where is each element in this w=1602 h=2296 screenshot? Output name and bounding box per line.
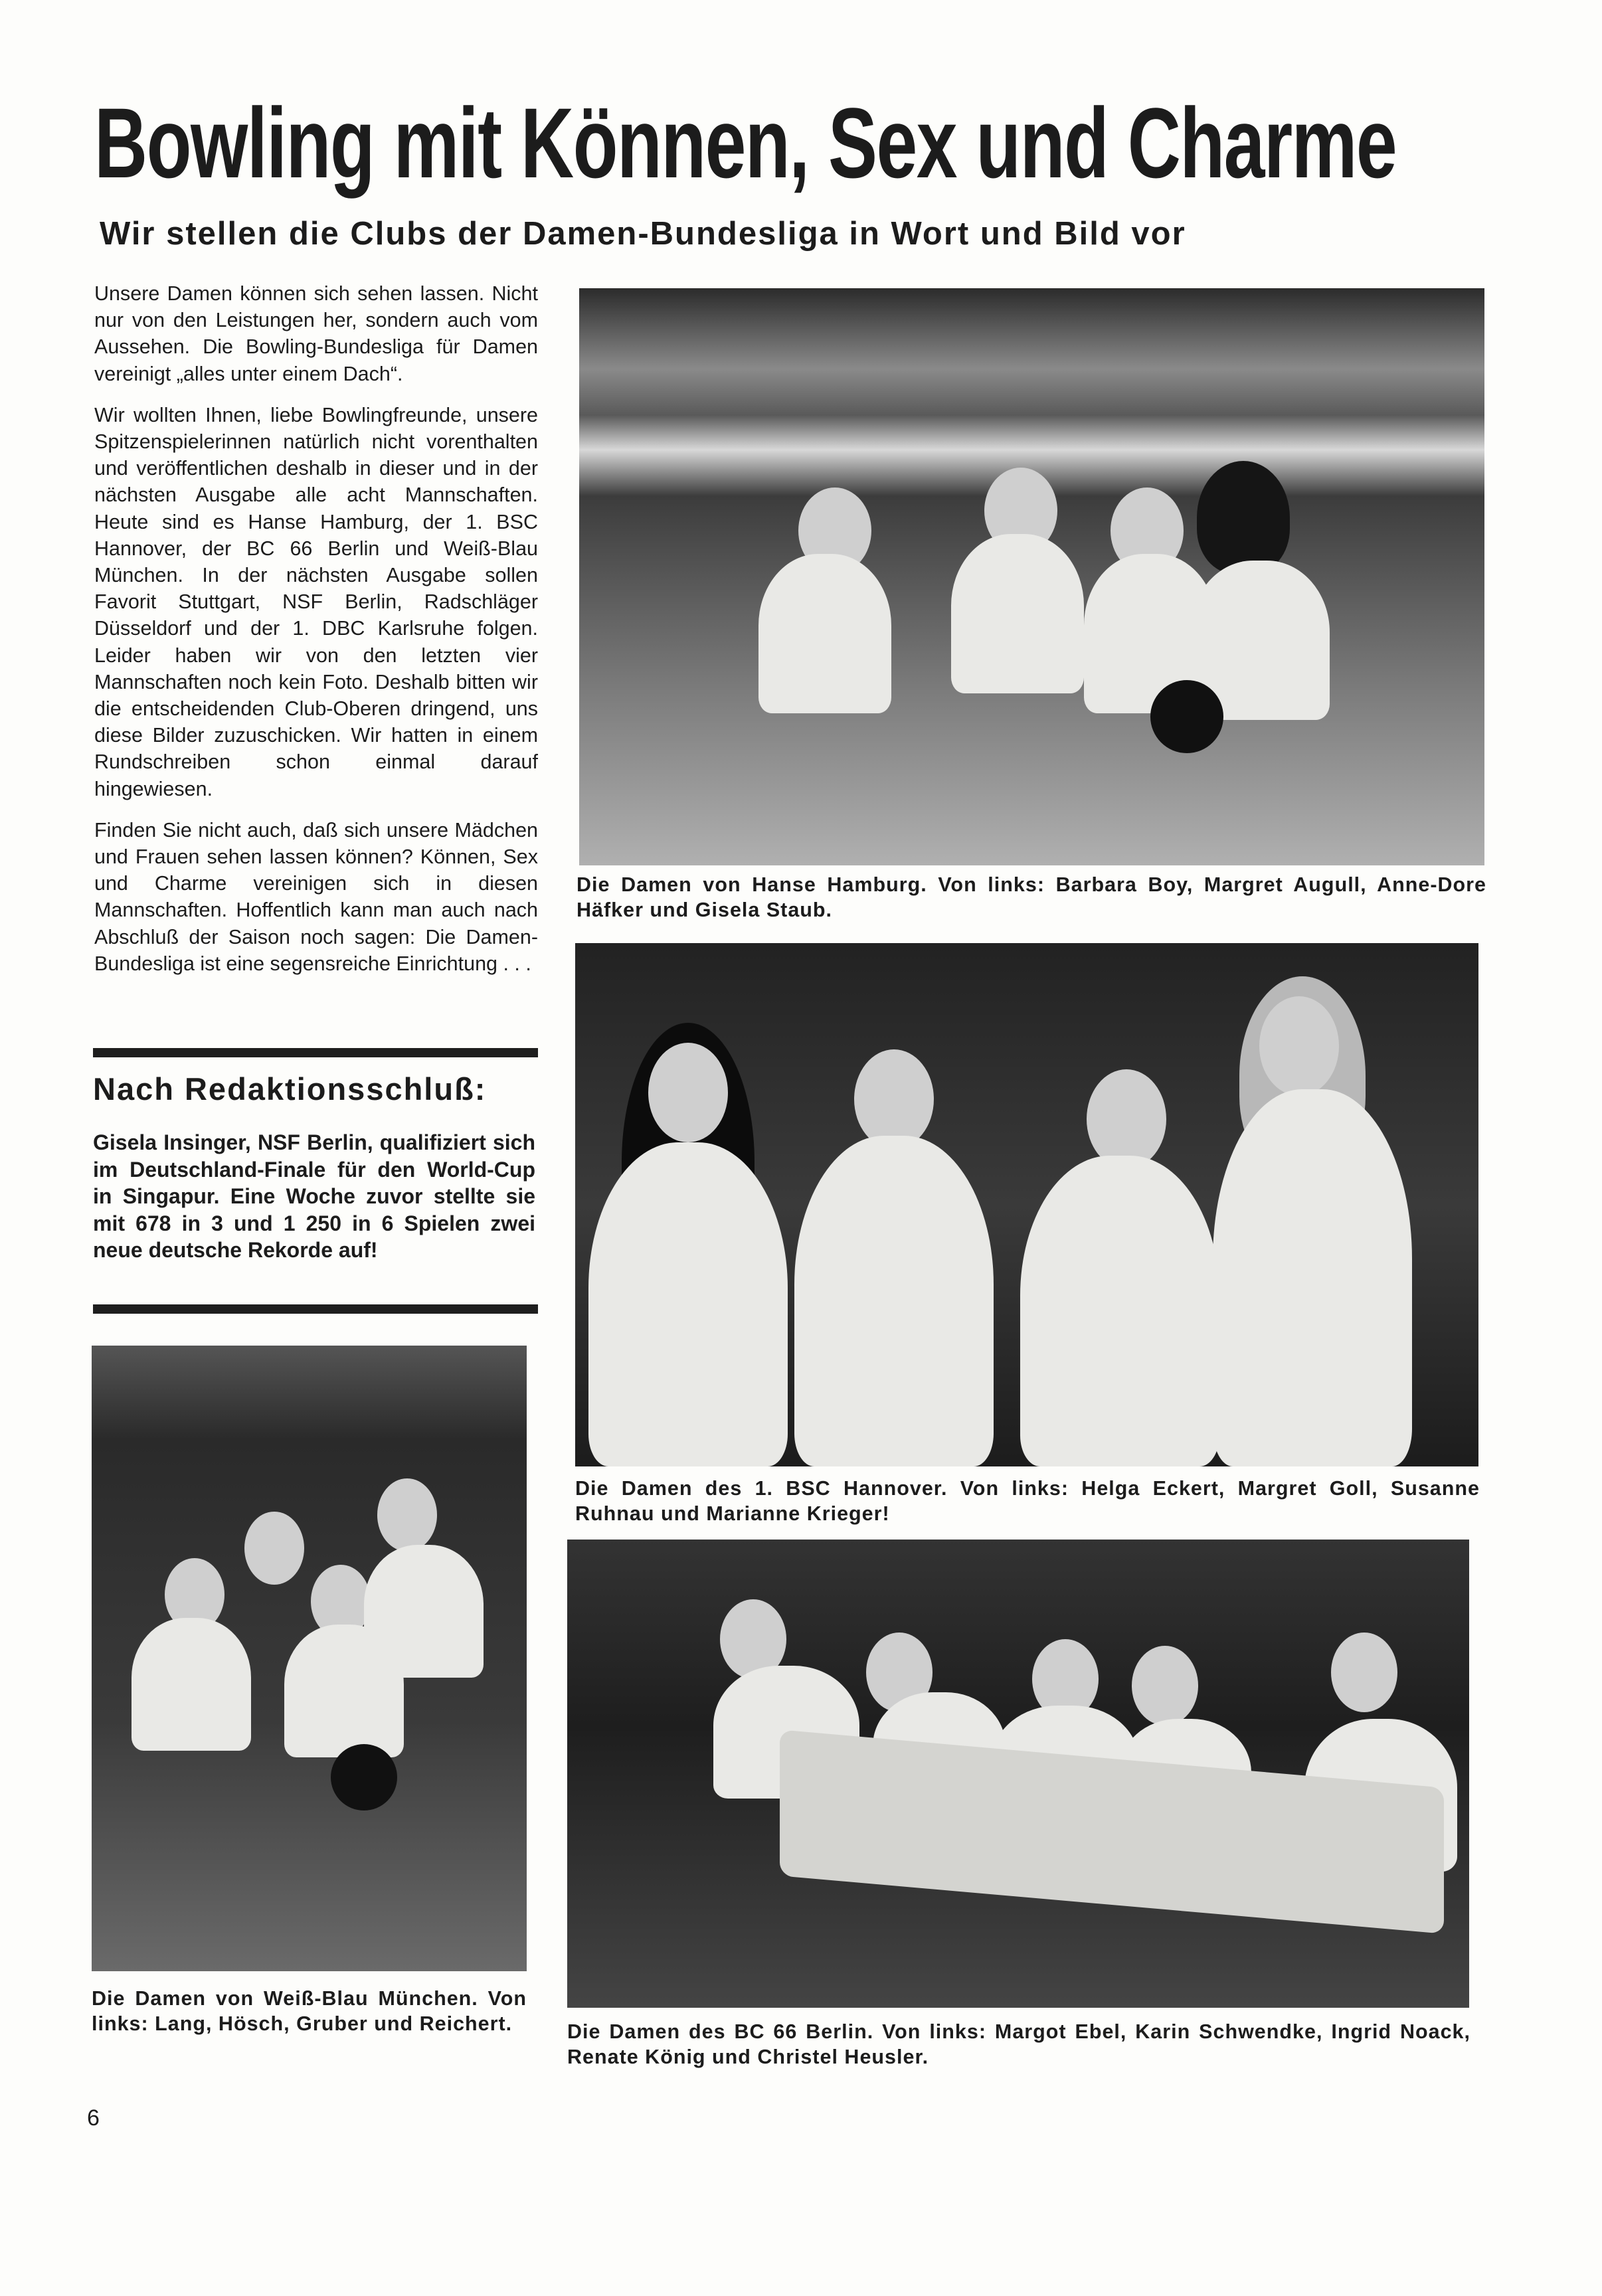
divider	[93, 1304, 538, 1314]
body-paragraph: Finden Sie nicht auch, daß sich unsere Mädchen und Frauen sehen lassen können? Können, Sex und Charme vereinigen sich in diesen Mannschaften. Hoffentlich kann man auch nach Abschluß der Saison noch sagen: Die Damen-Bundesliga ist eine segensreiche Einrichtung . . .	[94, 818, 538, 975]
article-body	[94, 280, 538, 992]
article-subtitle: Wir stellen die Clubs der Damen-Bundesliga in Wort und Bild vor	[100, 216, 1186, 252]
photo-bc-66-berlin	[567, 1540, 1469, 2008]
caption-muenchen: Die Damen von Weiß-Blau München. Von links: Lang, Hösch, Gruber und Reichert.	[92, 1987, 527, 2035]
body-paragraph: Unsere Damen können sich sehen lassen. Nicht nur von den Leistungen her, sondern auch vom Aussehen. Die Bowling-Bundesliga für Damen vereinigt „alles unter einem Dach“.	[94, 282, 538, 385]
box-text: Gisela Insinger, NSF Berlin, qualifiziert sich im Deutschland-Finale für den World-Cup in Singapur. Eine Woche zuvor stellte sie mit 678 in 3 und 1 250 in 6 Spielen zwei neue deutsche Rekorde auf!	[93, 1130, 535, 1262]
page-number: 6	[87, 2105, 100, 2131]
photo-hanse-hamburg	[579, 288, 1484, 865]
box-heading: Nach Redaktionsschluß:	[93, 1071, 487, 1106]
body-paragraph: Wir wollten Ihnen, liebe Bowlingfreunde, unsere Spitzenspielerinnen natürlich nicht vorenthalten und veröffentlichen deshalb in dieser und in der nächsten Ausgabe alle acht Mannschaften. Heute sind es Hanse Hamburg, der 1. BSC Hannover, der BC 66 Berlin und Weiß-Blau München. In der nächsten Ausgabe sollen Favorit Stuttgart, NSF Berlin, Radschläger Düsseldorf und der 1. DBC Karlsruhe folgen. Leider haben wir von den letzten vier Mannschaften noch kein Foto. Deshalb bitten wir die entscheidenden Club-Oberen dringend, uns diese Bilder zuzuschicken. Wir hatten in einem Rundschreiben schon einmal darauf hingewiesen.	[94, 403, 538, 800]
article-title: Bowling mit Können, Sex und Charme	[94, 87, 1397, 199]
photo-bsc-hannover	[575, 943, 1478, 1466]
divider	[93, 1048, 538, 1057]
caption-hannover: Die Damen des 1. BSC Hannover. Von links: Helga Eckert, Margret Goll, Susanne Ruhnau und Marianne Krieger!	[575, 1477, 1480, 1525]
caption-hamburg: Die Damen von Hanse Hamburg. Von links: Barbara Boy, Margret Augull, Anne-Dore Häfker und Gisela Staub.	[577, 873, 1486, 921]
caption-berlin: Die Damen des BC 66 Berlin. Von links: Margot Ebel, Karin Schwendke, Ingrid Noack, Renate König und Christel Heusler.	[567, 2020, 1470, 2068]
photo-weiss-blau-muenchen	[92, 1346, 527, 1971]
